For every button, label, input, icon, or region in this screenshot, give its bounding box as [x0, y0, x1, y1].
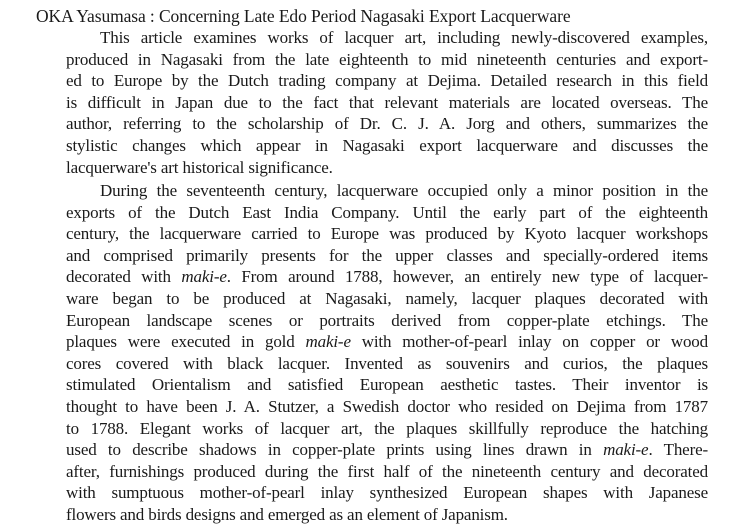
text-line: European landscape scenes or portraits derived from copper-plate etchings. The	[66, 310, 708, 330]
text-line: stylistic changes which appear in Nagasaki export lacquerware and discusses the	[66, 135, 708, 155]
text-line: century, the lacquerware carried to Europe was produced by Kyoto lacquer workshops	[66, 224, 708, 244]
text-line: thought to have been J. A. Stutzer, a Swedish doctor who resided on Dejima from 1787	[66, 396, 708, 416]
text-line: cores covered with black lacquer. Invented as souvenirs and curios, the plaques	[66, 353, 708, 373]
text-line: ed to Europe by the Dutch trading company at Dejima. Detailed research in this field	[66, 71, 708, 91]
paragraph-2	[66, 180, 708, 526]
text-line: This article examines works of lacquer art, including newly-discovered examples,	[100, 28, 708, 47]
text-line: with sumptuous mother-of-pearl inlay synthesized European shapes with Japanese	[66, 483, 708, 503]
text-line: after, furnishings produced during the first half of the nineteenth century and decorated	[66, 461, 708, 481]
text-line: During the seventeenth century, lacquerware occupied only a minor position in the	[100, 181, 708, 200]
text-line: is difficult in Japan due to the fact that relevant materials are located overseas. The	[66, 92, 708, 112]
text-line: flowers and birds designs and emerged as an element of Japanism.	[66, 504, 508, 524]
text-line: to 1788. Elegant works of lacquer art, the plaques skillfully reproduce the hatching	[66, 418, 708, 438]
paragraph-1	[66, 27, 708, 178]
text-line: lacquerware's art historical significance.	[66, 157, 333, 177]
text-line: author, referring to the scholarship of Dr. C. J. A. Jorg and others, summarizes the	[66, 114, 708, 134]
article-title: OKA Yasumasa : Concerning Late Edo Period Nagasaki Export Lacquerware	[36, 6, 571, 26]
text-line: plaques were executed in gold maki-e with mother-of-pearl inlay on copper or wood	[66, 332, 708, 352]
text-line: used to describe shadows in copper-plate prints using lines drawn in maki-e. There-	[66, 440, 708, 460]
text-line: and comprised primarily presents for the upper classes and specially-ordered items	[66, 245, 708, 265]
text-line: decorated with maki-e. From around 1788, however, an entirely new type of lacquer-	[66, 267, 708, 287]
text-line: stimulated Orientalism and satisfied European aesthetic tastes. Their inventor is	[66, 375, 708, 395]
text-line: ware began to be produced at Nagasaki, namely, lacquer plaques decorated with	[66, 288, 708, 308]
text-line: exports of the Dutch East India Company. Until the early part of the eighteenth	[66, 202, 708, 222]
text-line: produced in Nagasaki from the late eighteenth to mid nineteenth centuries and export-	[66, 49, 708, 69]
